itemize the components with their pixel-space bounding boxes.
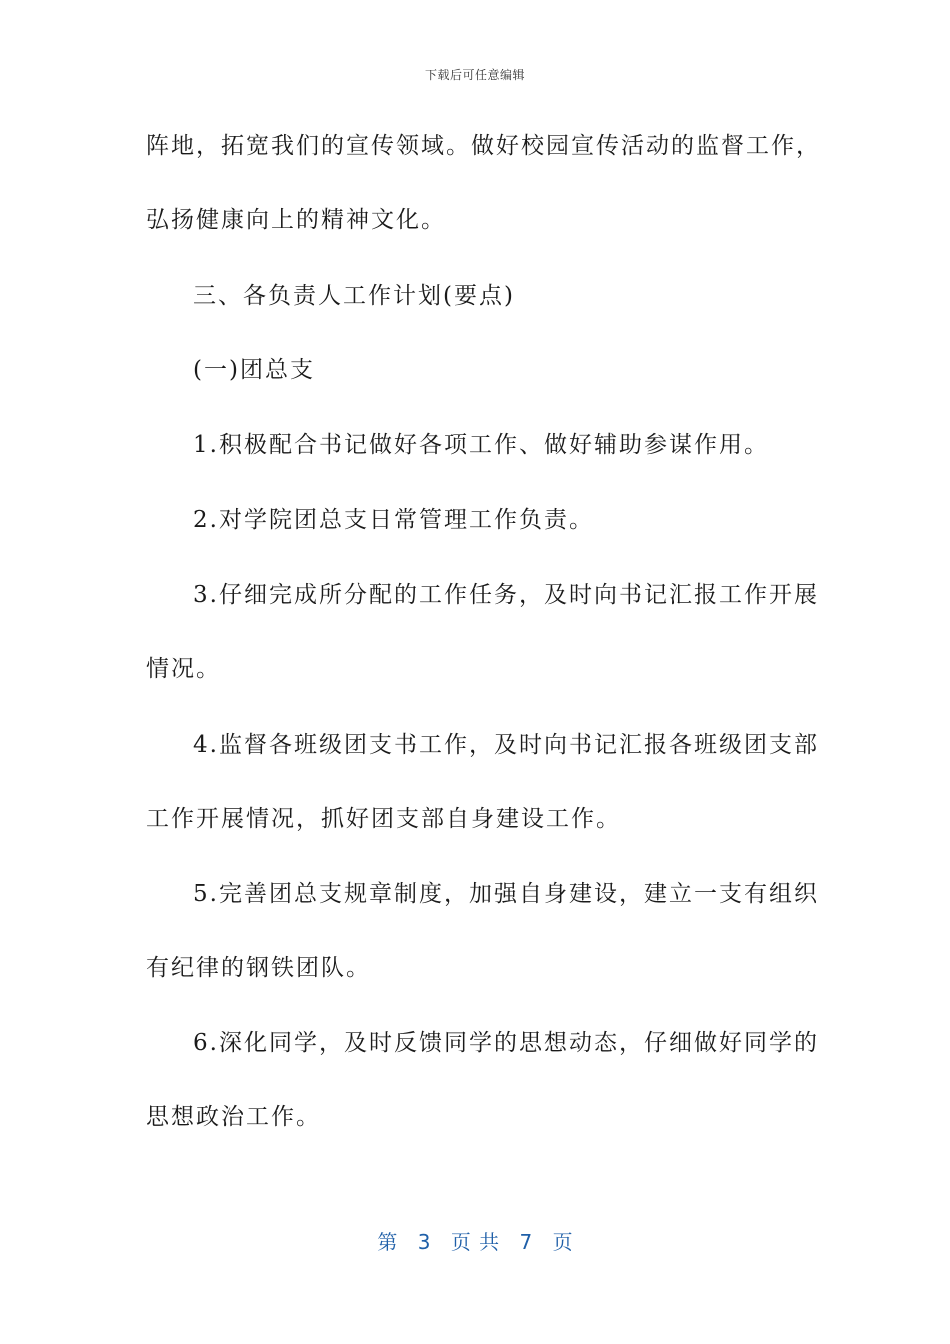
list-item: 3.仔细完成所分配的工作任务，及时向书记汇报工作开展 (193, 582, 819, 608)
footer-label-of: 页 共 (450, 1230, 500, 1254)
list-item-continuation: 有纪律的钢铁团队。 (146, 955, 371, 981)
footer-label-page: 第 (377, 1230, 398, 1254)
list-item: 6.深化同学，及时反馈同学的思想动态，仔细做好同学的 (193, 1030, 819, 1056)
page-footer (0, 1226, 950, 1255)
footer-label-pages: 页 (552, 1230, 573, 1254)
current-page-number: 3 (417, 1230, 431, 1254)
paragraph-line: 弘扬健康向上的精神文化。 (146, 207, 446, 233)
list-item-continuation: 情况。 (146, 656, 221, 682)
list-item: 4.监督各班级团支书工作，及时向书记汇报各班级团支部 (193, 732, 819, 758)
header-note: 下载后可任意编辑 (424, 68, 525, 82)
list-item: 5.完善团总支规章制度，加强自身建设，建立一支有组织 (193, 881, 819, 907)
total-page-number: 7 (519, 1230, 533, 1254)
section-heading: 三、各负责人工作计划(要点) (193, 283, 515, 309)
paragraph-line: 阵地，拓宽我们的宣传领域。做好校园宣传活动的监督工作， (146, 133, 821, 159)
list-item: 2.对学院团总支日常管理工作负责。 (193, 507, 594, 533)
list-item-continuation: 工作开展情况，抓好团支部自身建设工作。 (146, 806, 621, 832)
subsection-heading: (一)团总支 (193, 357, 315, 383)
list-item-continuation: 思想政治工作。 (146, 1104, 321, 1130)
list-item: 1.积极配合书记做好各项工作、做好辅助参谋作用。 (193, 432, 769, 458)
